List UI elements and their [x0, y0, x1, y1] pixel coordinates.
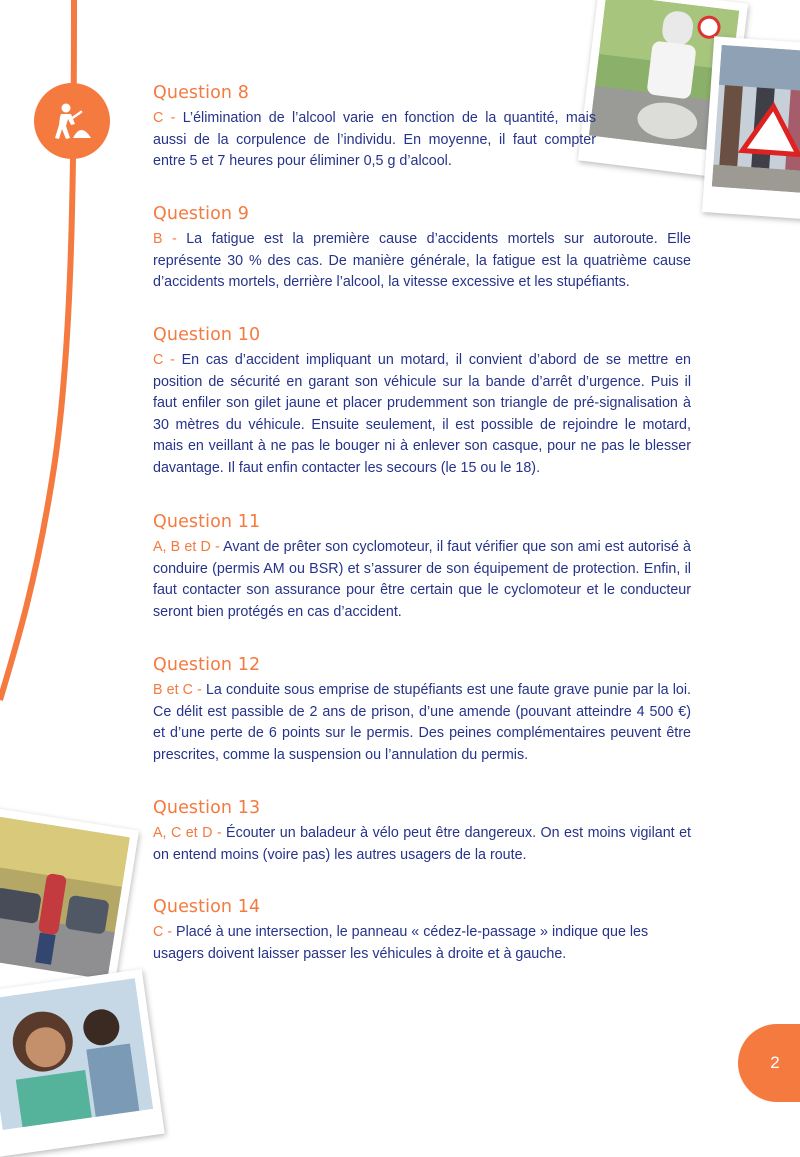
answer-letters: A, B et D -	[153, 539, 224, 555]
question-title: Question 13	[153, 798, 261, 818]
question-14-block	[153, 897, 691, 965]
answer-explanation: Écouter un baladeur à vélo peut être dangereux. On est moins vigilant et on entend moins (voire pas) les autres usagers de la route.	[153, 825, 692, 863]
question-title: Question 8	[153, 83, 249, 103]
answer-letters: B et C -	[153, 682, 206, 698]
answer-explanation: La conduite sous emprise de stupéfiants est une faute grave punie par la loi. Ce délit est passible de 2 ans de prison, d’une amende (pouvant atteindre 4 500 €) et d’une perte de 6 points sur le permis. Des peines complémentaires peuvent être prescrites, comme la suspension ou l’annulation du permis.	[153, 682, 691, 763]
question-answer-text	[153, 537, 691, 623]
question-answer-text	[153, 229, 691, 294]
answer-letters: A, C et D -	[153, 825, 227, 841]
roadworks-icon	[51, 102, 93, 140]
answer-letters: C -	[153, 924, 177, 940]
question-10-block	[153, 325, 691, 479]
answer-letters: B -	[153, 231, 187, 247]
answer-explanation: Placé à une intersection, le panneau « cédez-le-passage » indique que les usagers doivent laisser passer les véhicules à droite et à gauche.	[153, 924, 649, 962]
question-8-block	[153, 83, 691, 173]
answer-explanation: En cas d’accident impliquant un motard, il convient d’abord de se mettre en position de sécurité en garant son véhicule sur la bande d’arrêt d’urgence. Puis il faut enfiler son gilet jaune et placer prudemment son triangle de pré-signalisation à 30 mètres du véhicule. Ensuite seulement, il est possible de rejoindre le motard, mais en veillant à ne pas le bouger ni à enlever son casque, pour ne pas le blesser davantage. Il faut enfin contacter les secours (le 15 ou le 18).	[153, 352, 691, 476]
page-number: 2	[738, 1024, 800, 1102]
photo-group-warning-sign	[702, 36, 800, 219]
question-9-block	[153, 204, 691, 294]
answer-explanation: L’élimination de l’alcool varie en fonction de la quantité, mais aussi de la corpulence de l’individu. En moyenne, il faut compter entre 5 et 7 heures pour éliminer 0,5 g d’alcool.	[153, 110, 597, 169]
question-answer-text	[153, 108, 596, 173]
answer-explanation: Avant de prêter son cyclomoteur, il faut vérifier que son ami est autorisé à conduire (permis AM ou BSR) et s’assurer de son équipement de protection. Enfin, il faut contacter son assurance pour être certain que le cyclomoteur et le conducteur seront bien protégés en cas d’accident.	[153, 539, 692, 620]
question-title: Question 10	[153, 325, 261, 345]
question-answer-text	[153, 922, 691, 965]
photo-teenagers-phone	[0, 969, 165, 1157]
question-answer-text	[153, 823, 691, 866]
question-title: Question 11	[153, 512, 261, 532]
question-title: Question 9	[153, 204, 249, 224]
answer-letters: C -	[153, 110, 183, 126]
answer-letters: C -	[153, 352, 182, 368]
question-13-block	[153, 798, 691, 866]
section-badge	[34, 83, 110, 159]
question-answer-text	[153, 680, 691, 766]
question-11-block	[153, 512, 691, 623]
question-title: Question 12	[153, 655, 261, 675]
question-answer-text	[153, 350, 691, 479]
question-title: Question 14	[153, 897, 261, 917]
question-12-block	[153, 655, 691, 766]
answer-explanation: La fatigue est la première cause d’accidents mortels sur autoroute. Elle représente 30 % des cas. De manière générale, la fatigue est la quatrième cause d’accidents mortels, derrière l’alcool, la vitesse excessive et les stupéfiants.	[153, 231, 691, 290]
